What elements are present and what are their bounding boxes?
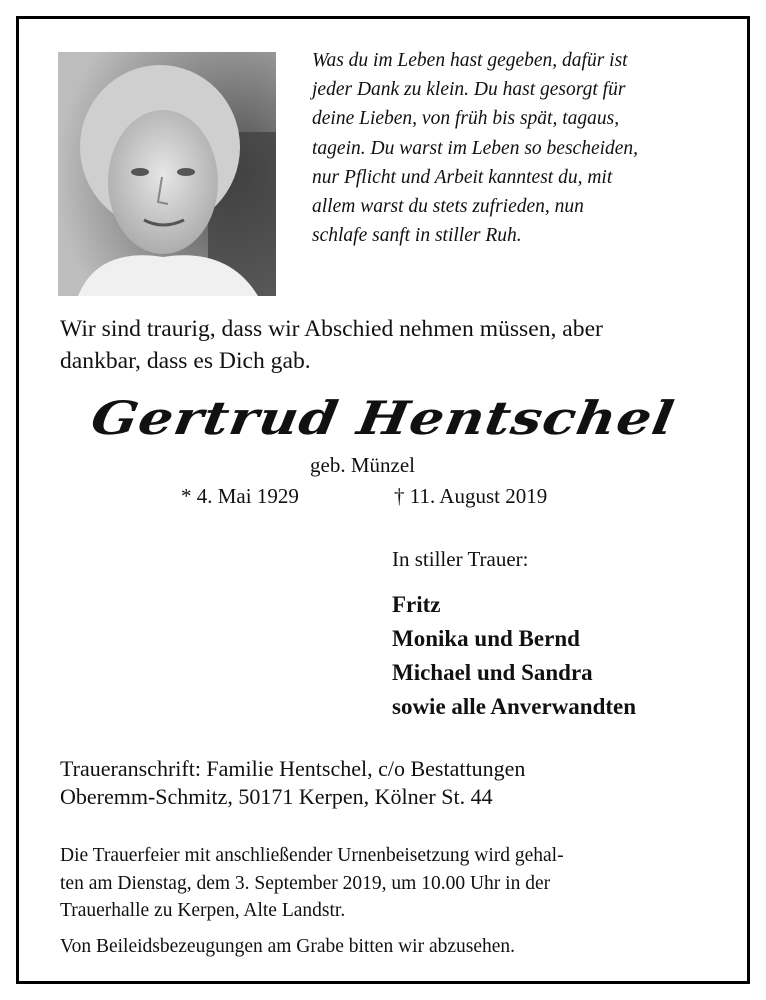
address-line: Oberemm-Schmitz, 50171 Kerpen, Kölner St. 44	[60, 784, 493, 809]
mourner-name: Michael und Sandra	[392, 660, 593, 685]
service-info	[60, 842, 715, 925]
mourning-address	[60, 755, 525, 811]
poem-line: tagein. Du warst im Leben so bescheiden,	[312, 137, 639, 159]
death-date: † 11. August 2019	[394, 484, 548, 508]
closing-note: Von Beileidsbezeugungen am Grabe bitten wir abzusehen.	[60, 936, 516, 957]
mourners-list	[392, 588, 636, 724]
poem-line: jeder Dank zu klein. Du hast gesorgt für	[312, 79, 626, 101]
portrait-photo	[58, 52, 276, 296]
poem-line: nur Pflicht und Arbeit kanntest du, mit	[312, 166, 613, 188]
mourner-name: Monika und Bernd	[392, 626, 580, 651]
birth-date: * 4. Mai 1929	[181, 484, 299, 508]
intro-line: Wir sind traurig, dass wir Abschied nehmen müssen, aber	[60, 316, 603, 342]
mourning-heading: In stiller Trauer:	[392, 547, 529, 571]
memorial-poem	[312, 46, 732, 250]
address-line: Traueranschrift: Familie Hentschel, c/o Bestattungen	[60, 756, 526, 781]
service-line: ten am Dienstag, dem 3. September 2019, um 10.00 Uhr in der	[60, 872, 551, 894]
mourner-name: sowie alle Anverwandten	[392, 694, 637, 719]
service-line: Trauerhalle zu Kerpen, Alte Landstr.	[60, 900, 346, 921]
poem-line: deine Lieben, von früh bis spät, tagaus,	[312, 108, 620, 130]
poem-line: Was du im Leben hast gegeben, dafür ist	[312, 50, 628, 71]
maiden-name: geb. Münzel	[310, 453, 415, 477]
mourner-name: Fritz	[392, 592, 441, 617]
service-line: Die Trauerfeier mit anschließender Urnenbeisetzung wird gehal-	[60, 845, 564, 866]
deceased-name: Gertrud Hentschel	[87, 390, 679, 446]
poem-line: schlafe sanft in stiller Ruh.	[312, 225, 522, 247]
intro-text	[60, 313, 740, 377]
poem-line: allem warst du stets zufrieden, nun	[312, 196, 584, 218]
intro-line: dankbar, dass es Dich gab.	[60, 348, 311, 374]
